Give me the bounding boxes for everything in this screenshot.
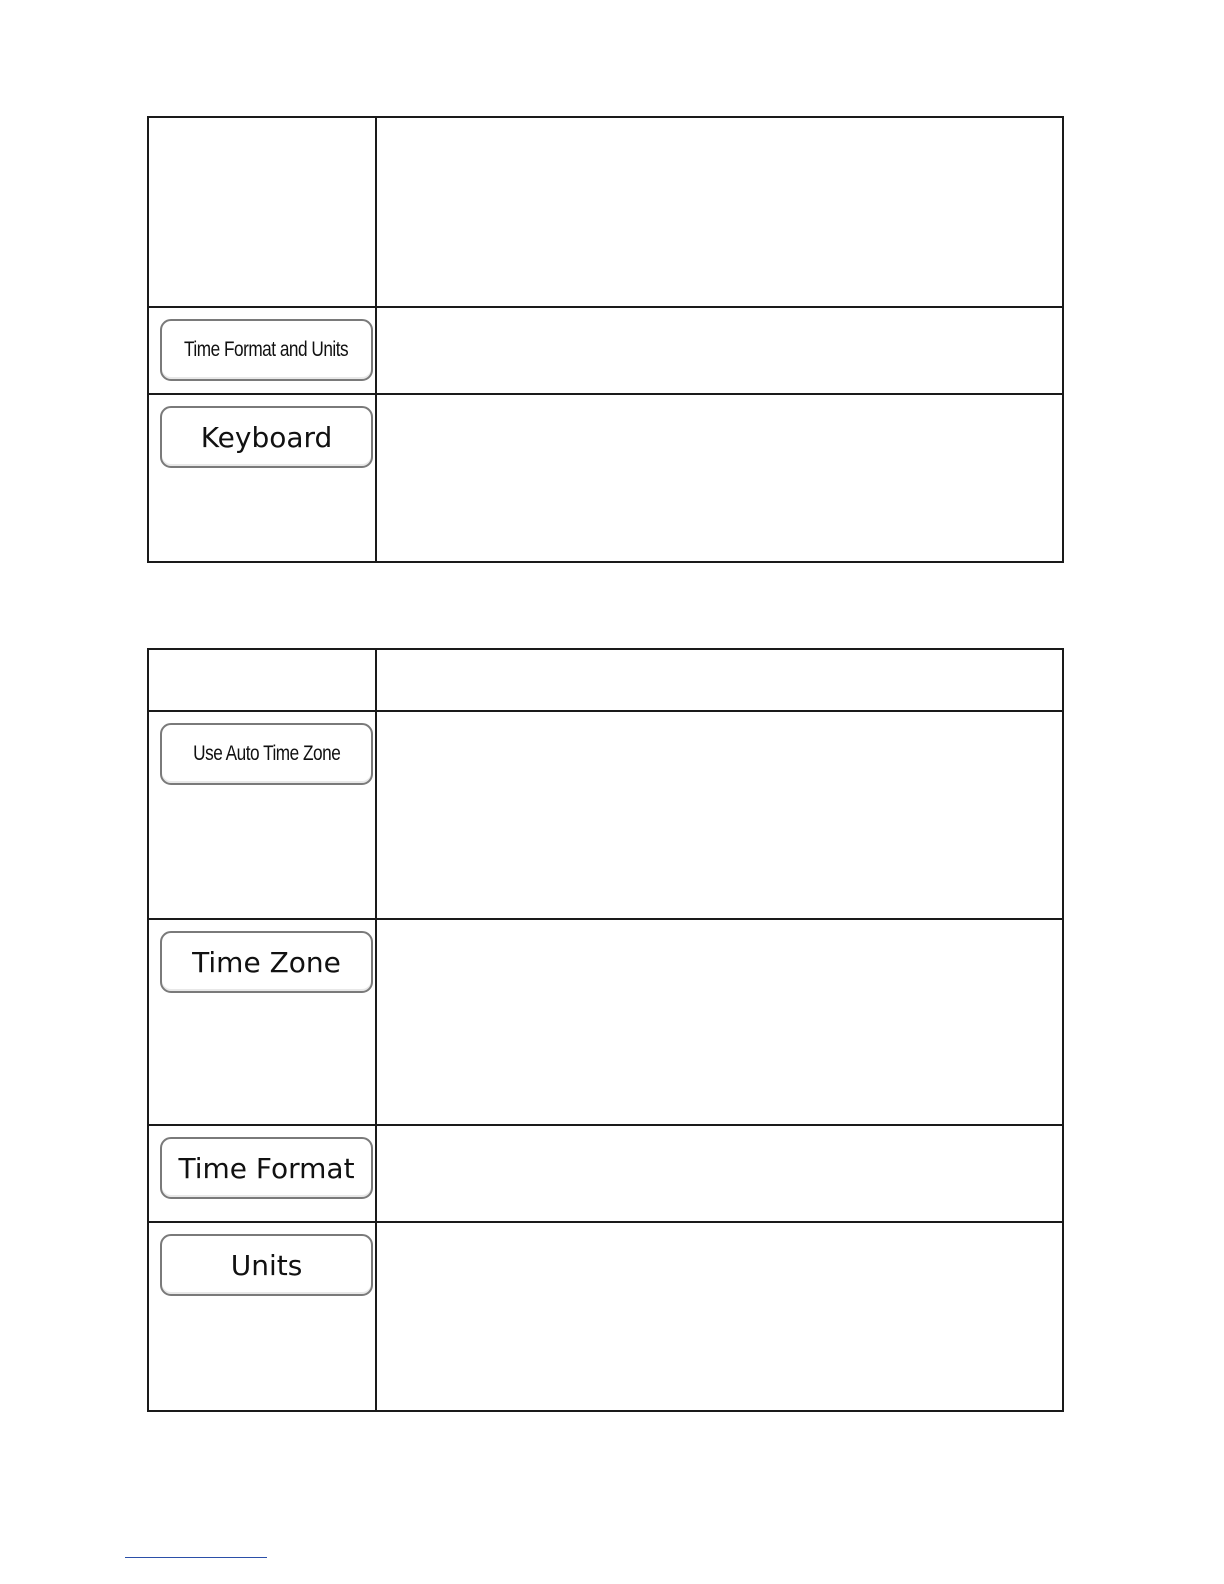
time-zone-button-label: Time Zone: [192, 945, 341, 979]
table-row: [149, 1223, 1062, 1410]
keyboard-button[interactable]: [160, 406, 373, 468]
units-button[interactable]: [160, 1234, 373, 1296]
table-cell-right: [377, 650, 1062, 710]
table-cell-right: [377, 712, 1062, 918]
table-cell-left: [149, 1223, 377, 1410]
table-cell-left: [149, 308, 377, 393]
table-cell-right: [377, 920, 1062, 1124]
table-row: [149, 118, 1062, 308]
table-row: [149, 920, 1062, 1126]
table-cell-right: [377, 395, 1062, 561]
settings-table-2: [147, 648, 1064, 1412]
time-format-and-units-button-label: Time Format and Units: [184, 338, 349, 361]
time-zone-button[interactable]: [160, 931, 373, 993]
table-cell-right: [377, 308, 1062, 393]
table-cell-left: [149, 650, 377, 710]
table-cell-right: [377, 1223, 1062, 1410]
table-cell-right: [377, 1126, 1062, 1221]
table-cell-right: [377, 118, 1062, 306]
keyboard-button-label: Keyboard: [200, 420, 333, 454]
table-cell-left: [149, 920, 377, 1124]
units-button-label: Units: [230, 1248, 303, 1282]
table-row: [149, 712, 1062, 920]
table-cell-left: [149, 1126, 377, 1221]
table-cell-left: [149, 118, 377, 306]
table-cell-left: [149, 712, 377, 918]
time-format-and-units-button[interactable]: [160, 319, 373, 381]
table-row: [149, 1126, 1062, 1223]
table-cell-left: [149, 395, 377, 561]
footnote-separator: [125, 1557, 267, 1558]
use-auto-time-zone-button[interactable]: [160, 723, 373, 785]
table-row: [149, 650, 1062, 712]
table-row: [149, 308, 1062, 395]
time-format-button-label: Time Format: [178, 1151, 355, 1185]
use-auto-time-zone-button-label: Use Auto Time Zone: [192, 742, 341, 765]
settings-table-1: [147, 116, 1064, 563]
table-row: [149, 395, 1062, 561]
time-format-button[interactable]: [160, 1137, 373, 1199]
